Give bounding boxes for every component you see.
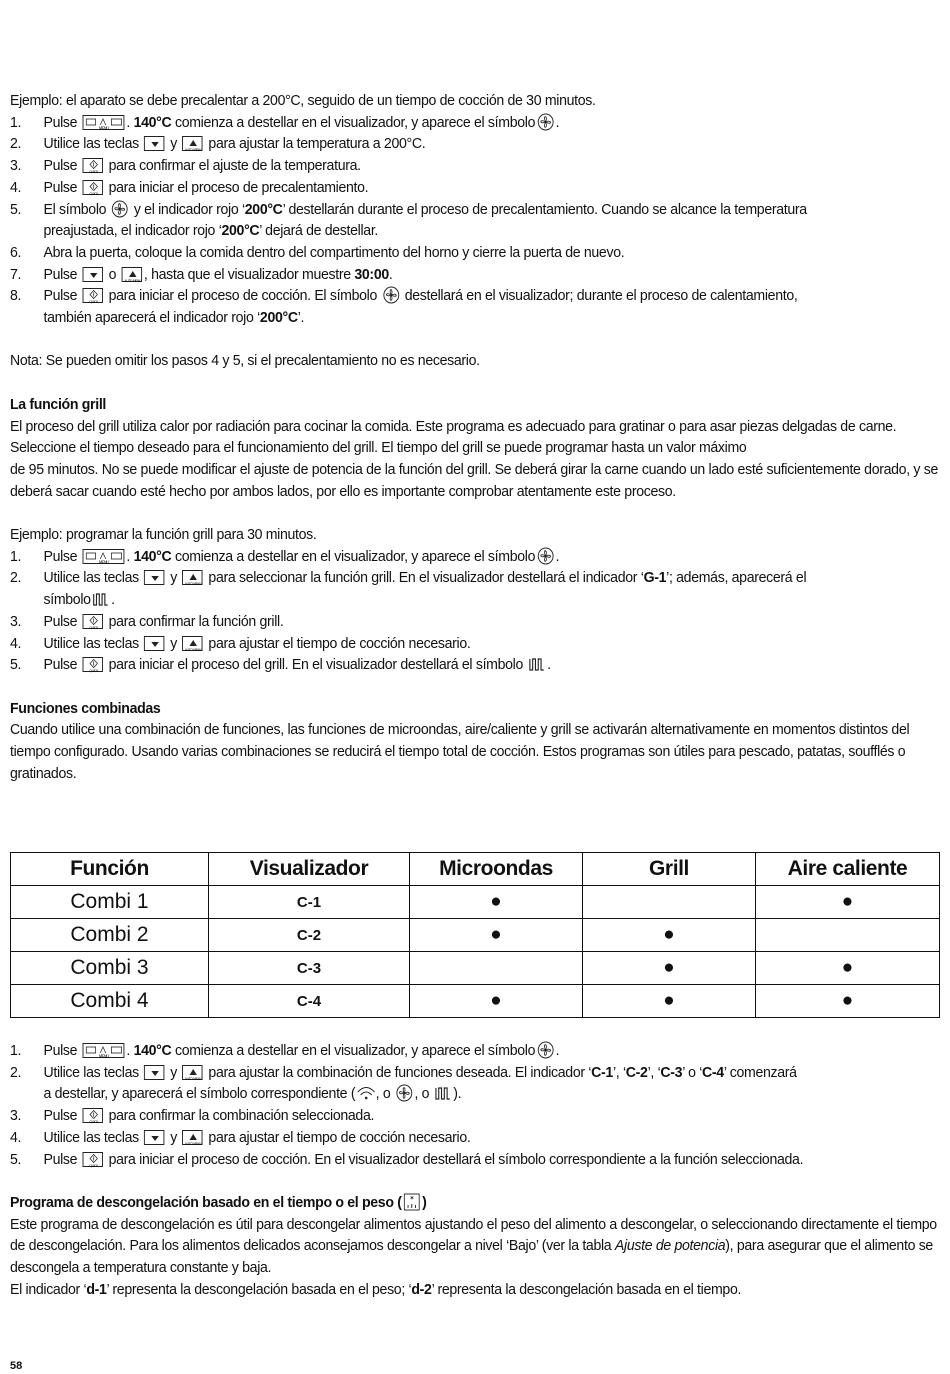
list-item: 7. Pulse o AUTO MENU , hasta que el visualizador muestre 30:00.: [10, 265, 393, 283]
quick-start-key-icon: [83, 180, 103, 195]
fan-icon: [395, 1084, 414, 1102]
page-number: 58: [10, 1360, 23, 1372]
combination-table: [10, 852, 940, 1018]
column-header: Microondas: [410, 853, 583, 886]
manual-page-upper: [10, 90, 940, 784]
svg-text:AUTO MENU: AUTO MENU: [185, 1076, 203, 1081]
list-item: 2. Utilice las teclas y AUTO MENU para seleccionar la función grill. En el visualizador destellará el indicador ‘G-1’; además, aparecerá el símbolo .: [10, 569, 807, 609]
quick-start-key-icon: [83, 288, 103, 303]
fan-icon: [536, 547, 555, 565]
note: Nota: Se pueden omitir los pasos 4 y 5, si el precalentamiento no es necesario.: [10, 352, 480, 370]
down-key-icon: [144, 1130, 164, 1145]
up-auto-menu-key-icon: [122, 267, 142, 282]
list-item: 2. Utilice las teclas y AUTO MENU para ajustar la temperatura a 200°C.: [10, 135, 426, 153]
quick-start-key-icon: [83, 1152, 103, 1167]
svg-text:*: *: [410, 1194, 414, 1203]
fan-icon: [536, 1041, 555, 1059]
list-item: 2. Utilice las teclas y AUTO MENU para ajustar la combinación de funciones deseada. El indicador ‘C-1’, ‘C-2’, ‘C-3’ o ‘C-4’ comenzará a destellar, y aparecerá el símbolo correspondiente ( , o , o ).: [10, 1063, 797, 1103]
table-row: Combi 3 C-3 ● ●: [11, 952, 940, 985]
grill-paragraph-2b: de 95 minutos. No se puede modificar el ajuste de potencia de la función del grill. Se deberá girar la carne cuando un lado esté suficientemente dorado, y se deberá sacar cuando esté hecho por ambos lados, por ello es importante comprobar atentamente este proceso.: [10, 460, 939, 500]
down-key-icon: [144, 1065, 164, 1080]
svg-text:MENU: MENU: [99, 125, 109, 131]
combi-paragraph: Cuando utilice una combinación de funciones, las funciones de microondas, aire/caliente y grill se activarán alternativamente en momentos distintos del tiempo configurado. Usando varias combinaciones se reducirá el tiempo total de cocción. Estos programas son útiles para pescado, patatas, soufflés o gratinados.: [10, 721, 910, 782]
list-item: 4. Pulse QUICK para iniciar el proceso de precalentamiento.: [10, 178, 369, 196]
list-item: 3. Pulse QUICK para confirmar la función grill.: [10, 612, 284, 630]
svg-text:AUTO MENU: AUTO MENU: [185, 1141, 203, 1146]
menu-key-icon: [83, 115, 125, 130]
list-item: 8. Pulse QUICK para iniciar el proceso de cocción. El símbolo destellará en el visualizador; durante el proceso de calentamiento, también aparecerá el indicador rojo ‘200°C’.: [10, 287, 798, 327]
up-auto-menu-key-icon: [182, 570, 202, 585]
grill-icon: [528, 655, 547, 673]
column-header: Grill: [583, 853, 756, 886]
quick-start-key-icon: [83, 657, 103, 672]
table-row: Combi 1 C-1 ● ●: [11, 886, 940, 919]
defrost-paragraph: Este programa de descongelación es útil para descongelar alimentos ajustando el peso del alimento a descongelar, o seleccionando directamente el tiempo de descongelación. Para los alimentos delicados aconsejamos descongelar a nivel ‘Bajo’ (ver la tabla Ajuste de potencia), para asegurar que el alimento se descongela a temperatura constante y baja.: [10, 1215, 937, 1277]
example-intro: Ejemplo: el aparato se debe precalentar a 200°C, seguido de un tiempo de cocción de 30 minutos.: [10, 92, 596, 109]
menu-key-icon: [83, 549, 125, 564]
svg-text:MENU: MENU: [99, 559, 109, 565]
menu-key-icon: [83, 1043, 125, 1058]
up-auto-menu-key-icon: [182, 1065, 202, 1080]
column-header: Visualizador: [209, 853, 410, 886]
svg-text:AUTO MENU: AUTO MENU: [124, 278, 142, 283]
quick-start-key-icon: [83, 1108, 103, 1123]
svg-text:QUICK: QUICK: [89, 170, 99, 175]
svg-text:AUTO MENU: AUTO MENU: [185, 148, 203, 153]
list-item: 5. El símbolo y el indicador rojo ‘200°C’ destellarán durante el proceso de precalentamiento. Cuando se alcance la temperatura preajustada, el indicador rojo ‘200°C’ dejará de destellar.: [10, 200, 807, 240]
up-auto-menu-key-icon: [182, 636, 202, 651]
grill-icon: [434, 1084, 453, 1102]
table-row: Combi 2 C-2 ● ●: [11, 919, 940, 952]
list-item: 3. Pulse QUICK para confirmar el ajuste de la temperatura.: [10, 157, 361, 175]
table-header-row: [11, 853, 940, 886]
manual-page-lower: [10, 1040, 940, 1300]
column-header: Aire caliente: [756, 853, 940, 886]
list-item: 5. Pulse QUICK para iniciar el proceso de cocción. En el visualizador destellará el símbolo correspondiente a la función seleccionada.: [10, 1150, 804, 1168]
quick-start-key-icon: [83, 614, 103, 629]
list-item: 6. Abra la puerta, coloque la comida dentro del compartimento del horno y cierre la puerta de nuevo.: [10, 243, 625, 261]
list-item: 4. Utilice las teclas y AUTO MENU para ajustar el tiempo de cocción necesario.: [10, 1128, 471, 1146]
fan-icon: [382, 286, 401, 304]
svg-text:QUICK: QUICK: [89, 625, 99, 630]
list-item: 4. Utilice las teclas y AUTO MENU para ajustar el tiempo de cocción necesario.: [10, 634, 471, 652]
list-item: 5. Pulse QUICK para iniciar el proceso del grill. En el visualizador destellará el símbolo .: [10, 656, 551, 674]
up-auto-menu-key-icon: [182, 136, 202, 151]
grill-example: Ejemplo: programar la función grill para 30 minutos.: [10, 526, 317, 544]
fan-icon: [111, 200, 130, 218]
svg-text:QUICK: QUICK: [89, 300, 99, 305]
defrost-heading: Programa de descongelación basado en el tiempo o el peso ( * ): [10, 1193, 427, 1211]
svg-text:MENU: MENU: [99, 1053, 109, 1059]
defrost-indicator-paragraph: El indicador ‘d-1’ representa la descongelación basada en el peso; ‘d-2’ representa la descongelación basada en el tiempo.: [10, 1280, 742, 1298]
svg-text:QUICK: QUICK: [89, 191, 99, 196]
down-key-icon: [144, 636, 164, 651]
grill-paragraph: El proceso del grill utiliza calor por radiación para cocinar la comida. Este programa es adecuado para gratinar o para asar piezas delgadas de carne.: [10, 417, 897, 435]
microwave-icon: [356, 1084, 375, 1102]
svg-text:AUTO MENU: AUTO MENU: [185, 647, 203, 652]
up-auto-menu-key-icon: [182, 1130, 202, 1145]
down-key-icon: [83, 267, 103, 282]
list-item: 3. Pulse QUICK para confirmar la combinación seleccionada.: [10, 1107, 375, 1125]
list-item: 1. Pulse MENU . 140°C comienza a destellar en el visualizador, y aparece el símbolo .: [10, 1042, 560, 1059]
down-key-icon: [144, 570, 164, 585]
svg-text:AUTO MENU: AUTO MENU: [185, 582, 203, 587]
list-item: 1. Pulse MENU . 140°C comienza a destellar en el visualizador, y aparece el símbolo .: [10, 113, 560, 131]
grill-heading: La función grill: [10, 395, 107, 413]
defrost-icon: [403, 1193, 422, 1211]
svg-text:QUICK: QUICK: [89, 669, 99, 674]
svg-text:QUICK: QUICK: [89, 1163, 99, 1168]
down-key-icon: [144, 136, 164, 151]
column-header: Función: [11, 853, 209, 886]
table-row: Combi 4 C-4 ● ● ●: [11, 985, 940, 1018]
fan-icon: [536, 113, 555, 131]
grill-icon: [92, 590, 111, 608]
grill-paragraph-2a: Seleccione el tiempo deseado para el funcionamiento del grill. El tiempo del grill se puede programar hasta un valor máximo: [10, 439, 747, 457]
svg-text:QUICK: QUICK: [89, 1120, 99, 1125]
combi-heading: Funciones combinadas: [10, 699, 161, 717]
list-item: 1. Pulse MENU . 140°C comienza a destellar en el visualizador, y aparece el símbolo .: [10, 547, 560, 565]
quick-start-key-icon: [83, 158, 103, 173]
